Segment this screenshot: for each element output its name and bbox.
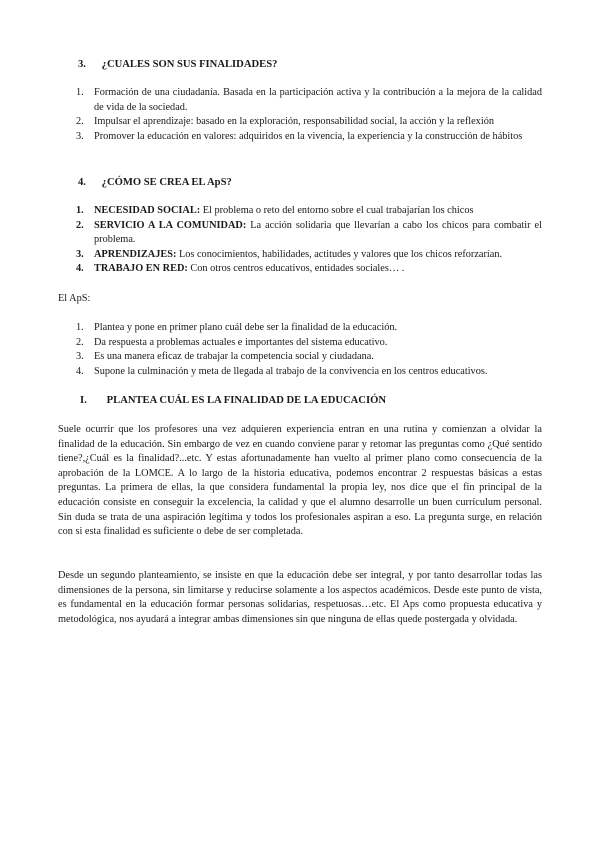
list-item: 3. APRENDIZAJES: Los conocimientos, habilidades, actitudes y valores que los chicos reforzarían. xyxy=(76,248,503,260)
list-item: 3. Es una manera eficaz de trabajar la competencia social y ciudadana. xyxy=(76,351,374,363)
section-4-number: 4. xyxy=(78,177,86,188)
section-i-title: PLANTEA CUÁL ES LA FINALIDAD DE LA EDUCACIÓN xyxy=(106,395,386,406)
section-i-number: I. xyxy=(80,395,87,406)
list-item: 1. NECESIDAD SOCIAL: El problema o reto del entorno sobre el cual trabajarían los chicos xyxy=(76,205,474,216)
item-term: NECESIDAD SOCIAL: xyxy=(94,205,201,216)
paragraph-2: Desde un segundo planteamiento, se insiste en que la educación debe ser integral, y por tanto desarrollar todas las dimensiones de la persona, sin limitarse y reducirse solamente a los aspectos académicos. Desde este punto de vista, es fundamental en la educación formar personas solidarias, respetuosas…etc. El Aps como propuesta educativa y metodológica, nos ayudará a integrar ambas dimensiones sin que ninguna de ellas quede postergada y olvidada. xyxy=(58,570,542,625)
finalidades-list xyxy=(62,86,542,144)
list-item: 1. Plantea y pone en primer plano cuál debe ser la finalidad de la educación. xyxy=(76,322,398,333)
list-item: 4. Supone la culminación y meta de llegada al trabajo de la convivencia en los centros educativos. xyxy=(76,365,488,377)
section-3-number: 3. xyxy=(78,59,86,70)
item-term: APRENDIZAJES: xyxy=(94,248,177,260)
list-item: 2. Da respuesta a problemas actuales e importantes del sistema educativo. xyxy=(76,336,388,348)
aps-list xyxy=(62,321,542,379)
item-term: SERVICIO A LA COMUNIDAD: xyxy=(94,219,247,231)
section-4-heading xyxy=(78,176,232,191)
section-i-heading xyxy=(80,394,386,409)
como-se-crea-list xyxy=(62,204,542,277)
aps-label: El ApS: xyxy=(58,293,91,304)
list-item: 3. Promover la educación en valores: adquiridos en la vivencia, la experiencia y la construcción de hábitos xyxy=(76,130,523,142)
item-term: TRABAJO EN RED: xyxy=(94,263,188,275)
list-item: 1. Formación de una ciudadanía. Basada en la participación activa y la contribución a la mejora de la calidad de vida de la sociedad. xyxy=(76,87,542,113)
section-3-heading xyxy=(78,58,277,73)
list-item: 2. SERVICIO A LA COMUNIDAD: La acción solidaria que llevarían a cabo los chicos para combatir el problema. xyxy=(76,219,542,246)
list-item: 2. Impulsar el aprendizaje: basado en la exploración, responsabilidad social, la acción y la reflexión xyxy=(76,116,494,128)
section-3-title: ¿CUALES SON SUS FINALIDADES? xyxy=(101,59,278,70)
list-item: 4. TRABAJO EN RED: Con otros centros educativos, entidades sociales… . xyxy=(76,263,405,275)
paragraph-1: Suele ocurrir que los profesores una vez adquieren experiencia entran en una rutina y comienzan a olvidar la finalidad de la educación. Sin embargo de vez en cuando conviene parar y retomar las preguntas como ¿Qué sentido tiene?,¿Cuál es la finalidad?...etc. Y estas afortunadamente han vuelto al primer plano como consecuencia de la aprobación de la LOMCE. A lo largo de la historia educativa, podemos encontrar 2 respuestas básicas a estas preguntas. La primera de ellas, la que considera fundamental la propia ley, nos dice que el fin principal de la educación consiste en conseguir la excelencia, la calidad y que el alumno desarrolle un buen currículum personal. Sin duda se trata de una aspiración legítima y todos los profesionales aspiran a eso. La pregunta surge, en relación con si esta finalidad es suficiente o debe de ser completada. xyxy=(58,424,542,538)
section-4-title: ¿CÓMO SE CREA EL ApS? xyxy=(101,177,232,188)
